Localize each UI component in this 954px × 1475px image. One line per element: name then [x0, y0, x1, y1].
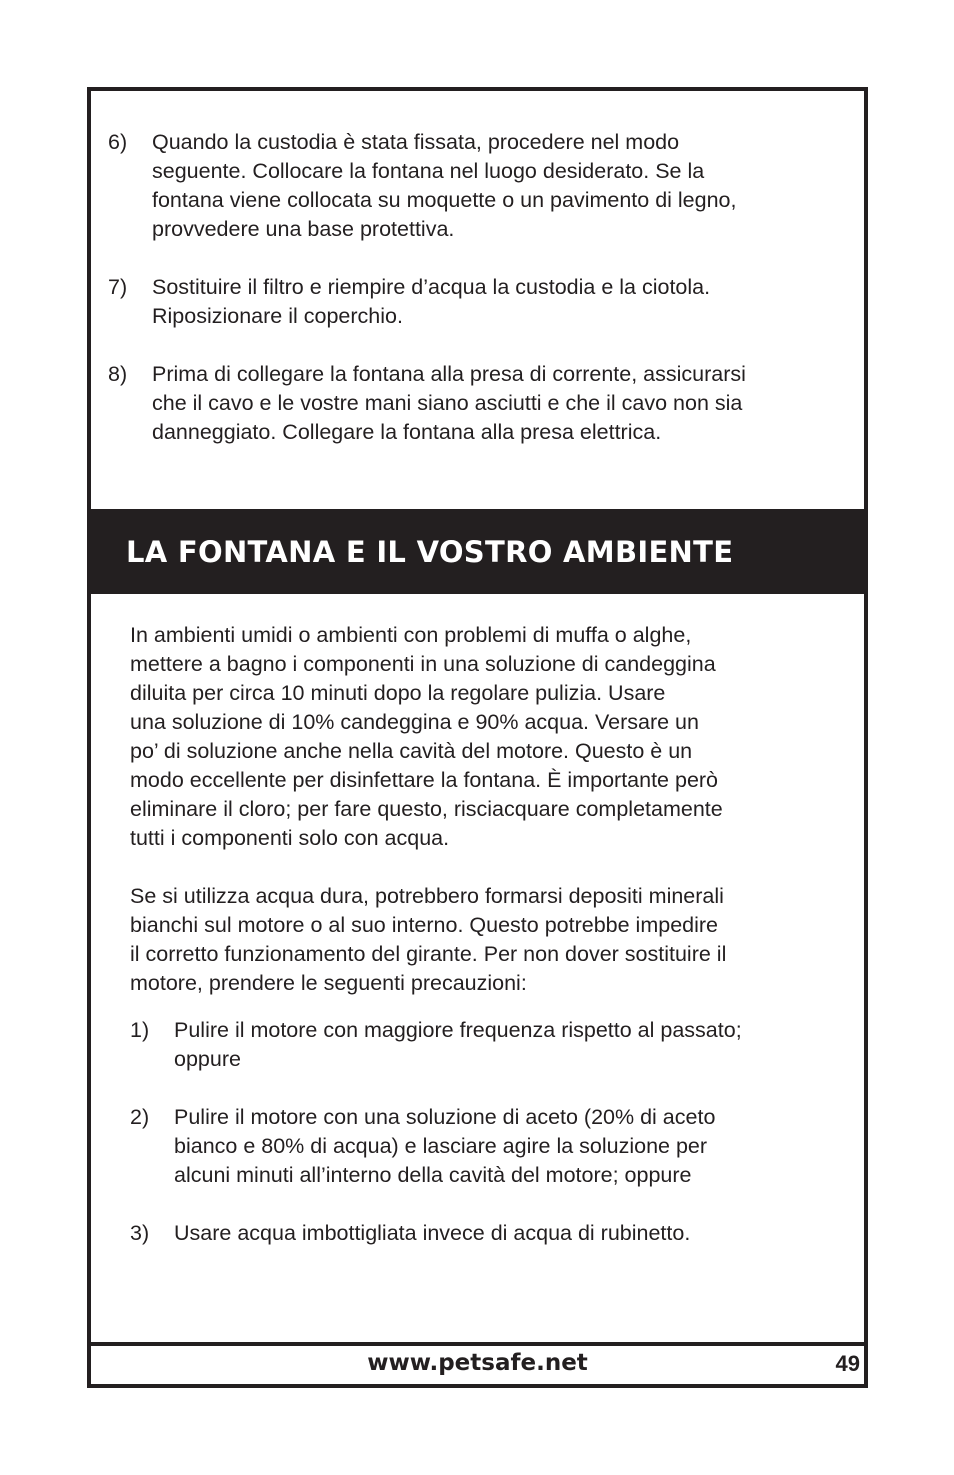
- precautions-list: [130, 1016, 830, 1248]
- text-line: seguente. Collocare la fontana nel luogo desiderato. Se la: [152, 159, 705, 183]
- list-item-text: [174, 1103, 830, 1190]
- text-line: In ambienti umidi o ambienti con problemi di muffa o alghe,: [130, 623, 692, 647]
- paragraph-hard-water: [130, 882, 830, 998]
- list-item-precaution-2: [130, 1103, 830, 1190]
- text-line: Pulire il motore con una soluzione di aceto (20% di aceto: [174, 1105, 716, 1129]
- section-header-band: [91, 509, 864, 594]
- text-line: Usare acqua imbottigliata invece di acqua di rubinetto.: [174, 1221, 691, 1245]
- list-item-text: [152, 128, 838, 244]
- text-line: bianchi sul motore o al suo interno. Questo potrebbe impedire: [130, 913, 719, 937]
- section-body: [130, 621, 830, 1277]
- text-line: danneggiato. Collegare la fontana alla presa elettrica.: [152, 420, 662, 444]
- page-number: 49: [835, 1351, 860, 1376]
- text-line: diluita per circa 10 minuti dopo la regolare pulizia. Usare: [130, 681, 666, 705]
- text-line: mettere a bagno i componenti in una soluzione di candeggina: [130, 652, 716, 676]
- list-item-number: 2): [130, 1105, 150, 1129]
- list-item-text: [174, 1016, 830, 1074]
- text-line: che il cavo e le vostre mani siano asciutti e che il cavo non sia: [152, 391, 743, 415]
- page-footer: [91, 1342, 864, 1388]
- list-item-step-6: [108, 128, 838, 244]
- section-title: LA FONTANA E IL VOSTRO AMBIENTE: [126, 534, 734, 569]
- text-line: eliminare il cloro; per fare questo, risciacquare completamente: [130, 797, 723, 821]
- text-line: Pulire il motore con maggiore frequenza rispetto al passato;: [174, 1018, 742, 1042]
- list-item-text: [174, 1219, 830, 1248]
- text-line: Quando la custodia è stata fissata, procedere nel modo: [152, 130, 680, 154]
- list-item-precaution-1: [130, 1016, 830, 1074]
- text-line: po’ di soluzione anche nella cavità del motore. Questo è un: [130, 739, 693, 763]
- page-frame: [87, 87, 868, 1388]
- text-line: modo eccellente per disinfettare la fontana. È importante però: [130, 768, 719, 792]
- text-line: oppure: [174, 1047, 241, 1071]
- list-item-number: 8): [108, 362, 128, 386]
- list-item-step-7: [108, 273, 838, 331]
- list-item-text: [152, 273, 838, 331]
- text-line: tutti i componenti solo con acqua.: [130, 826, 450, 850]
- list-item-number: 1): [130, 1018, 150, 1042]
- text-line: il corretto funzionamento del girante. Per non dover sostituire il: [130, 942, 727, 966]
- text-line: motore, prendere le seguenti precauzioni:: [130, 971, 527, 995]
- text-line: Sostituire il filtro e riempire d’acqua la custodia e la ciotola.: [152, 275, 711, 299]
- list-item-number: 6): [108, 130, 128, 154]
- text-line: bianco e 80% di acqua) e lasciare agire la soluzione per: [174, 1134, 708, 1158]
- text-line: Se si utilizza acqua dura, potrebbero formarsi depositi minerali: [130, 884, 724, 908]
- list-item-number: 7): [108, 275, 128, 299]
- list-item-text: [152, 360, 838, 447]
- installation-steps-list: [108, 128, 838, 476]
- list-item-precaution-3: [130, 1219, 830, 1248]
- text-line: Prima di collegare la fontana alla presa di corrente, assicurarsi: [152, 362, 746, 386]
- list-item-number: 3): [130, 1221, 150, 1245]
- paragraph-humid-environments: [130, 621, 830, 853]
- text-line: alcuni minuti all’interno della cavità del motore; oppure: [174, 1163, 692, 1187]
- text-line: provvedere una base protettiva.: [152, 217, 455, 241]
- website-url: www.petsafe.net: [367, 1350, 588, 1376]
- text-line: Riposizionare il coperchio.: [152, 304, 403, 328]
- list-item-step-8: [108, 360, 838, 447]
- text-line: fontana viene collocata su moquette o un pavimento di legno,: [152, 188, 737, 212]
- text-line: una soluzione di 10% candeggina e 90% acqua. Versare un: [130, 710, 699, 734]
